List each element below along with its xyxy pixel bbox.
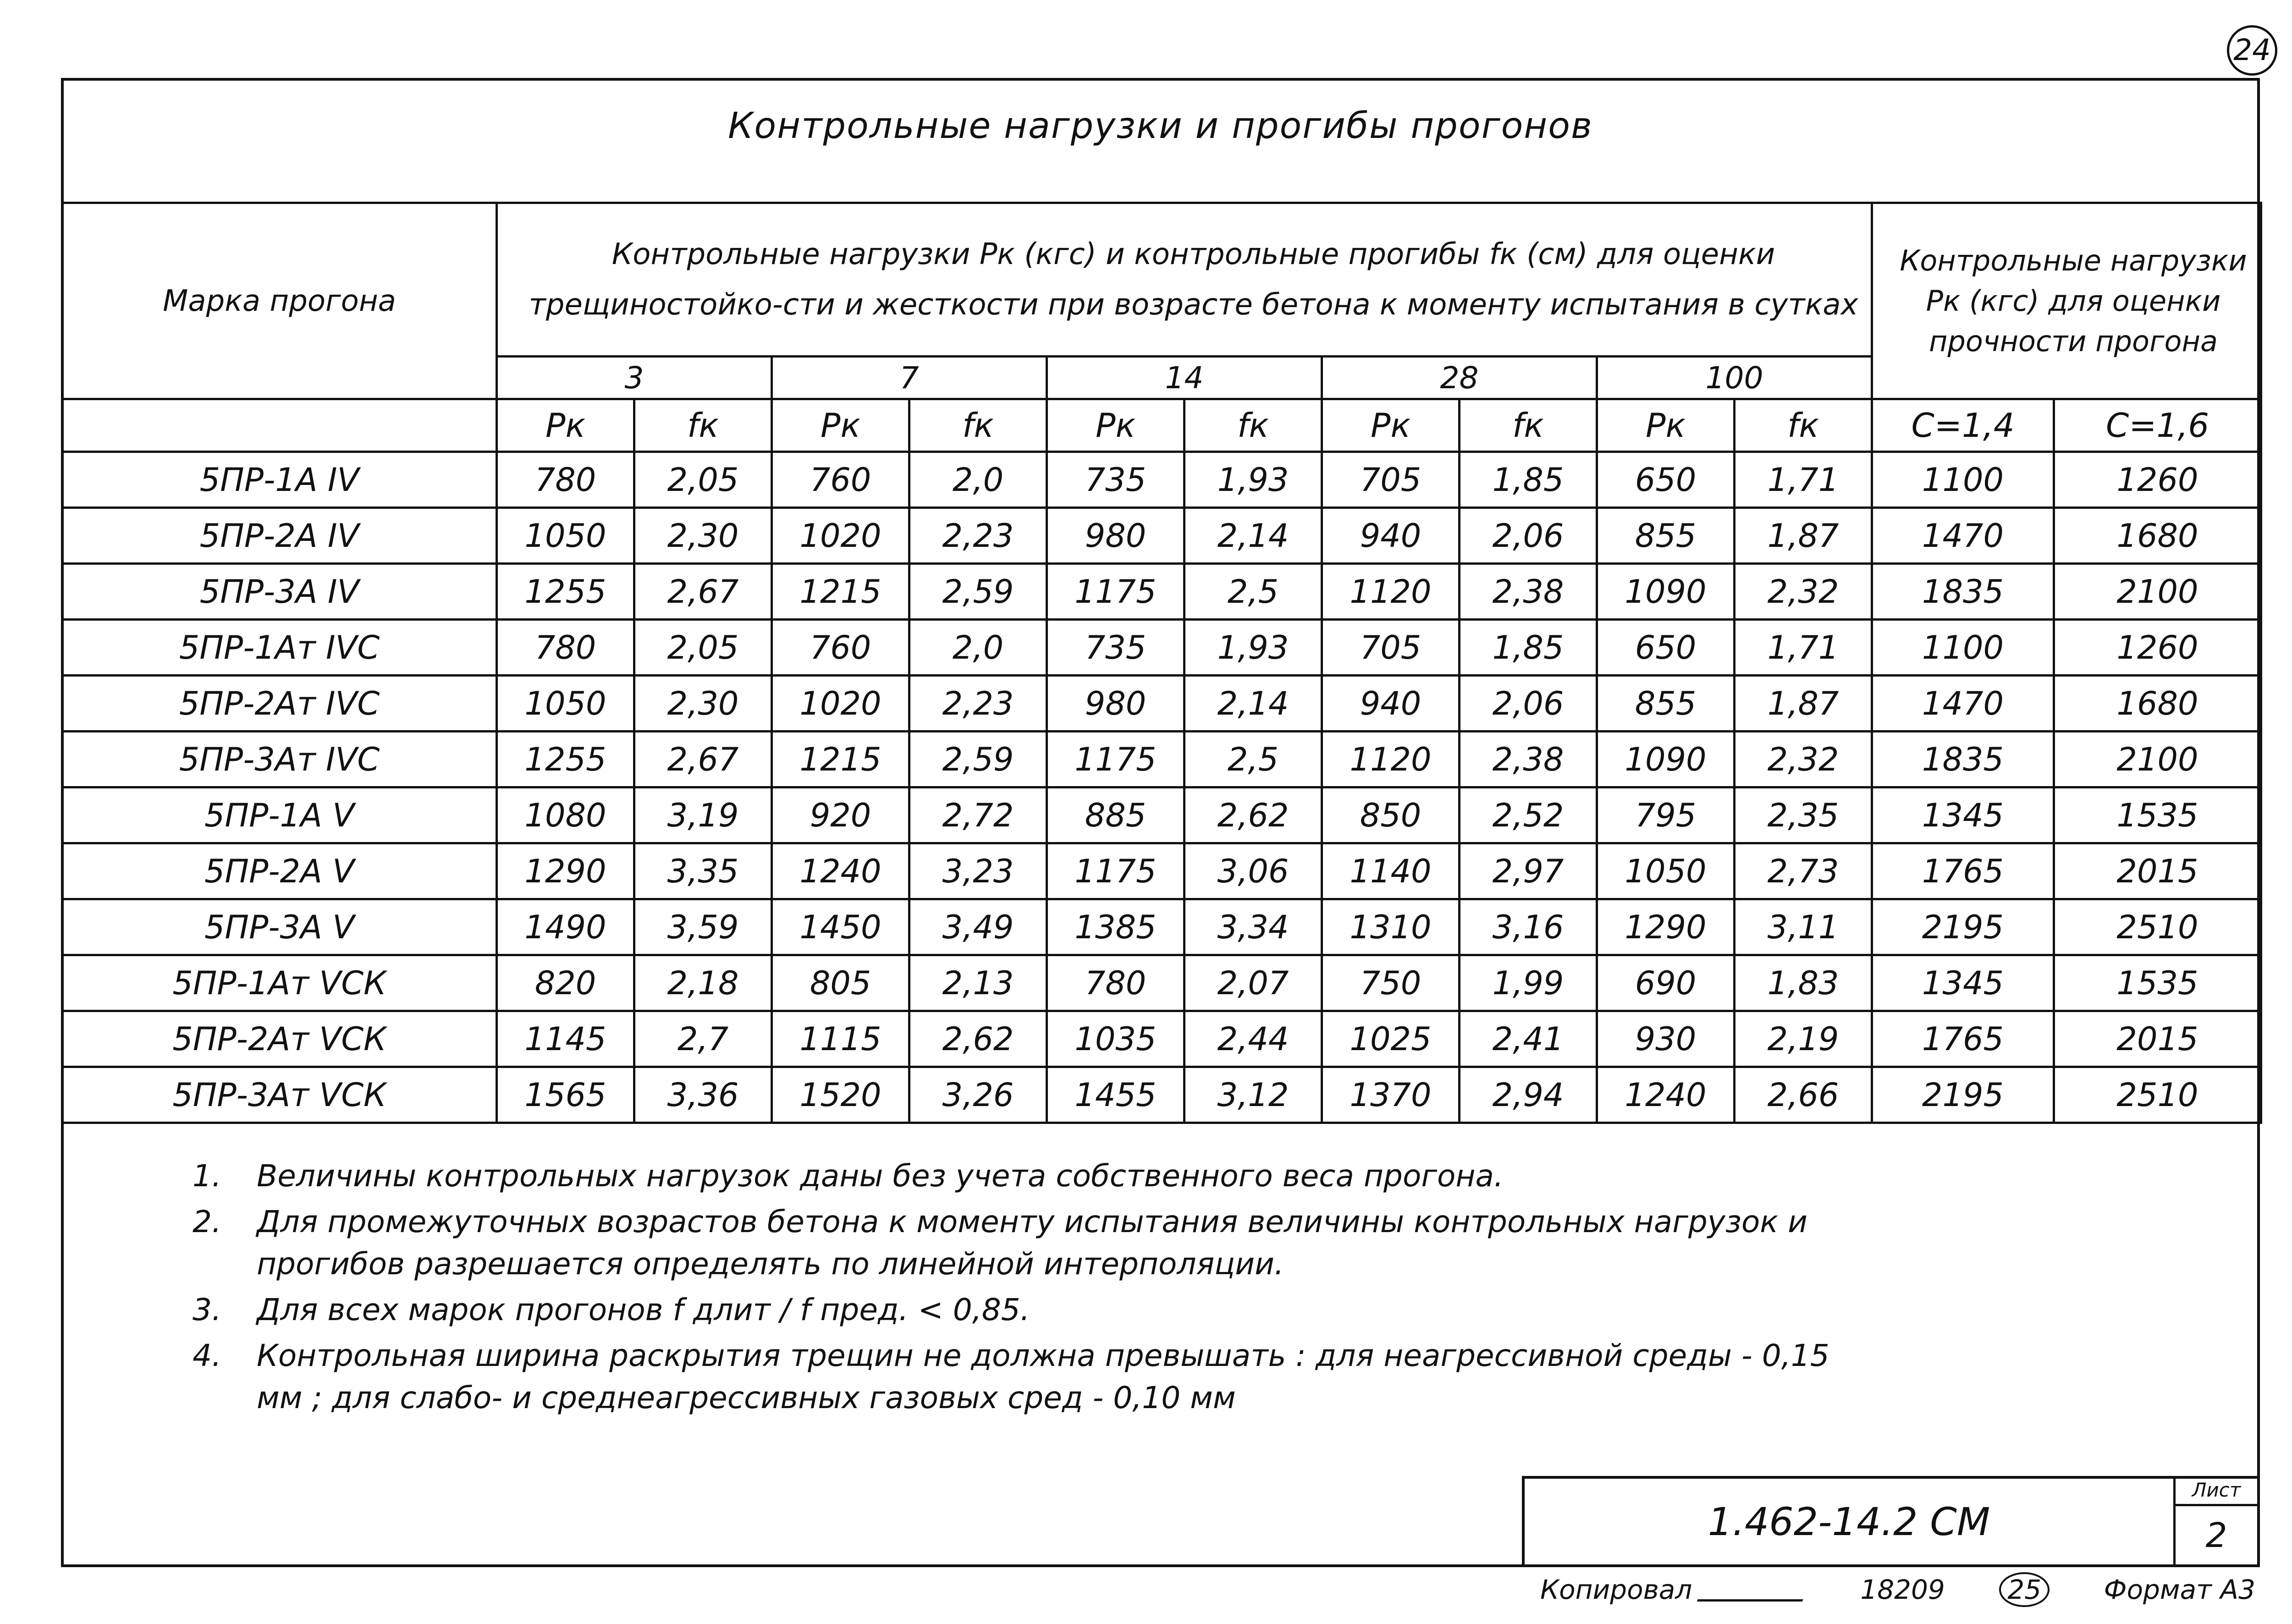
pk-cell: 1025 <box>1322 1011 1460 1067</box>
table-row <box>62 732 2261 787</box>
mark-cell: 5ПР-3Ат VСК <box>62 1067 497 1123</box>
pk-cell: 1255 <box>497 732 634 787</box>
fk-cell: 2,06 <box>1460 676 1597 732</box>
fk-cell: 3,26 <box>909 1067 1047 1123</box>
title-block <box>1522 1476 2260 1567</box>
fk-cell: 2,5 <box>1185 732 1322 787</box>
age-header: 14 <box>1047 357 1322 399</box>
fk-cell: 3,49 <box>909 899 1047 955</box>
fk-cell: 2,72 <box>909 787 1047 843</box>
note-item: 1. Величины контрольных нагрузок даны без учета собственного веса прогона. <box>193 1158 1504 1194</box>
fk-cell: 1,99 <box>1460 955 1597 1011</box>
strength-load-cell: 1470 <box>1872 508 2054 564</box>
format-label: Формат А3 <box>2104 1574 2255 1605</box>
strength-load-cell: 2510 <box>2054 1067 2261 1123</box>
pk-cell: 1115 <box>772 1011 909 1067</box>
loads-table <box>61 202 2262 1124</box>
table-row <box>62 564 2261 620</box>
strength-load-cell: 2195 <box>1872 899 2054 955</box>
notes <box>193 1155 1843 1423</box>
pk-cell: 795 <box>1597 787 1735 843</box>
pk-cell: 760 <box>772 620 909 676</box>
corner-sheet-number: 24 <box>2227 25 2277 76</box>
pk-cell: 705 <box>1322 620 1460 676</box>
fk-cell: 2,7 <box>634 1011 772 1067</box>
strength-load-cell: 1680 <box>2054 508 2261 564</box>
mark-cell: 5ПР-1А V <box>62 787 497 843</box>
age-header: 7 <box>772 357 1047 399</box>
fk-cell: 2,67 <box>634 732 772 787</box>
pk-cell: 980 <box>1047 676 1185 732</box>
fk-cell: 3,16 <box>1460 899 1597 955</box>
fk-header: fк <box>634 399 772 452</box>
table-row <box>62 1067 2261 1123</box>
pk-cell: 1370 <box>1322 1067 1460 1123</box>
table-row <box>62 955 2261 1011</box>
mark-cell: 5ПР-2А IV <box>62 508 497 564</box>
mark-cell: 5ПР-3А IV <box>62 564 497 620</box>
table-body <box>62 452 2261 1123</box>
fk-cell: 2,05 <box>634 620 772 676</box>
table-row <box>62 676 2261 732</box>
signature-mark <box>1697 1581 1810 1602</box>
pk-cell: 1490 <box>497 899 634 955</box>
fk-cell: 3,36 <box>634 1067 772 1123</box>
document-code: 1.462-14.2 СМ <box>1525 1479 2176 1564</box>
pk-cell: 885 <box>1047 787 1185 843</box>
pk-cell: 1140 <box>1322 843 1460 899</box>
fk-cell: 2,32 <box>1735 564 1872 620</box>
fk-cell: 2,59 <box>909 732 1047 787</box>
pk-header: Рк <box>772 399 909 452</box>
strength-load-cell: 1835 <box>1872 732 2054 787</box>
pk-cell: 1090 <box>1597 564 1735 620</box>
fk-cell: 1,87 <box>1735 508 1872 564</box>
pk-cell: 760 <box>772 452 909 508</box>
pk-cell: 1215 <box>772 564 909 620</box>
pk-cell: 1090 <box>1597 732 1735 787</box>
fk-cell: 2,07 <box>1185 955 1322 1011</box>
pk-cell: 1455 <box>1047 1067 1185 1123</box>
fk-header: fк <box>1735 399 1872 452</box>
strength-load-cell: 2100 <box>2054 732 2261 787</box>
strength-load-cell: 1345 <box>1872 955 2054 1011</box>
pk-cell: 1050 <box>497 676 634 732</box>
mark-column-header: Марка прогона <box>62 203 497 399</box>
table-row <box>62 787 2261 843</box>
c14-header: С=1,4 <box>1872 399 2054 452</box>
fk-cell: 3,35 <box>634 843 772 899</box>
order-number: 18209 <box>1860 1574 1945 1605</box>
note-text: Для промежуточных возрастов бетона к моменту испытания величины контрольных нагрузок и прогибов разрешается определять по линейной интерполяции. <box>257 1204 1808 1282</box>
table-row <box>62 620 2261 676</box>
table-row <box>62 843 2261 899</box>
fk-cell: 1,71 <box>1735 452 1872 508</box>
pk-cell: 855 <box>1597 508 1735 564</box>
pk-cell: 1120 <box>1322 732 1460 787</box>
strength-load-cell: 2015 <box>2054 1011 2261 1067</box>
pk-cell: 1120 <box>1322 564 1460 620</box>
fk-cell: 2,05 <box>634 452 772 508</box>
fk-cell: 3,12 <box>1185 1067 1322 1123</box>
table-row <box>62 508 2261 564</box>
pk-header: Рк <box>497 399 634 452</box>
fk-cell: 2,97 <box>1460 843 1597 899</box>
footer <box>1540 1572 2255 1607</box>
strength-loads-header: Контрольные нагрузки Рк (кгс) для оценки прочности прогона <box>1872 203 2261 399</box>
pk-cell: 1240 <box>772 843 909 899</box>
pk-cell: 980 <box>1047 508 1185 564</box>
fk-cell: 2,30 <box>634 508 772 564</box>
fk-cell: 2,19 <box>1735 1011 1872 1067</box>
mark-cell: 5ПР-1А IV <box>62 452 497 508</box>
strength-load-cell: 1345 <box>1872 787 2054 843</box>
note-item: 3. Для всех марок прогонов f длит / f пред. < 0,85. <box>193 1292 1030 1327</box>
mark-cell: 5ПР-2Ат IVС <box>62 676 497 732</box>
mark-cell: 5ПР-2Ат VСК <box>62 1011 497 1067</box>
pk-cell: 780 <box>1047 955 1185 1011</box>
strength-load-cell: 1535 <box>2054 787 2261 843</box>
fk-cell: 2,06 <box>1460 508 1597 564</box>
c16-header: С=1,6 <box>2054 399 2261 452</box>
pk-cell: 780 <box>497 620 634 676</box>
mark-cell: 5ПР-2А V <box>62 843 497 899</box>
age-header: 100 <box>1597 357 1872 399</box>
strength-load-cell: 1100 <box>1872 452 2054 508</box>
strength-load-cell: 1765 <box>1872 1011 2054 1067</box>
fk-cell: 2,18 <box>634 955 772 1011</box>
strength-load-cell: 1835 <box>1872 564 2054 620</box>
pk-cell: 1240 <box>1597 1067 1735 1123</box>
mark-cell: 5ПР-1Ат VСК <box>62 955 497 1011</box>
pk-cell: 650 <box>1597 452 1735 508</box>
fk-header: fк <box>1185 399 1322 452</box>
pk-cell: 1035 <box>1047 1011 1185 1067</box>
circled-number: 25 <box>1999 1572 2050 1607</box>
note-item: 2. Для промежуточных возрастов бетона к моменту испытания величины контрольных нагрузок и прогибов разрешается определять по линейной интерполяции. <box>193 1204 1808 1282</box>
pk-cell: 1385 <box>1047 899 1185 955</box>
strength-load-cell: 1680 <box>2054 676 2261 732</box>
note-text: Величины контрольных нагрузок даны без учета собственного веса прогона. <box>257 1158 1504 1194</box>
pk-cell: 1145 <box>497 1011 634 1067</box>
fk-cell: 3,06 <box>1185 843 1322 899</box>
pk-cell: 1050 <box>497 508 634 564</box>
fk-cell: 2,32 <box>1735 732 1872 787</box>
fk-cell: 2,5 <box>1185 564 1322 620</box>
crack-stiffness-header: Контрольные нагрузки Рк (кгс) и контрольные прогибы fк (см) для оценки трещиностойко-сти и жесткости при возрасте бетона к моменту испытания в сутках <box>497 203 1872 357</box>
age-header: 28 <box>1322 357 1597 399</box>
pk-cell: 855 <box>1597 676 1735 732</box>
pk-cell: 750 <box>1322 955 1460 1011</box>
fk-cell: 2,23 <box>909 508 1047 564</box>
fk-cell: 2,23 <box>909 676 1047 732</box>
fk-cell: 3,11 <box>1735 899 1872 955</box>
fk-header: fк <box>909 399 1047 452</box>
strength-load-cell: 1100 <box>1872 620 2054 676</box>
pk-cell: 1020 <box>772 676 909 732</box>
fk-cell: 2,62 <box>1185 787 1322 843</box>
mark-cell: 5ПР-1Ат IVС <box>62 620 497 676</box>
fk-cell: 2,30 <box>634 676 772 732</box>
strength-load-cell: 1765 <box>1872 843 2054 899</box>
pk-cell: 1175 <box>1047 732 1185 787</box>
pk-cell: 1450 <box>772 899 909 955</box>
strength-load-cell: 1470 <box>1872 676 2054 732</box>
mark-cell: 5ПР-3Ат IVС <box>62 732 497 787</box>
table-row <box>62 899 2261 955</box>
fk-cell: 1,83 <box>1735 955 1872 1011</box>
pk-cell: 920 <box>772 787 909 843</box>
pk-cell: 1565 <box>497 1067 634 1123</box>
fk-cell: 1,71 <box>1735 620 1872 676</box>
fk-cell: 2,14 <box>1185 676 1322 732</box>
pk-header: Рк <box>1322 399 1460 452</box>
pk-cell: 1020 <box>772 508 909 564</box>
fk-cell: 2,52 <box>1460 787 1597 843</box>
pk-cell: 705 <box>1322 452 1460 508</box>
note-text: Контрольная ширина раскрытия трещин не должна превышать : для неагрессивной среды - 0,15 мм ; для слабо- и среднеагрессивных газовых сред - 0,10 мм <box>257 1338 1829 1415</box>
age-header: 3 <box>497 357 772 399</box>
note-text: Для всех марок прогонов f длит / f пред. < 0,85. <box>257 1292 1030 1327</box>
pk-cell: 940 <box>1322 508 1460 564</box>
fk-cell: 2,44 <box>1185 1011 1322 1067</box>
fk-header: fк <box>1460 399 1597 452</box>
fk-cell: 2,62 <box>909 1011 1047 1067</box>
fk-cell: 2,14 <box>1185 508 1322 564</box>
pk-cell: 650 <box>1597 620 1735 676</box>
copied-by: Копировал <box>1540 1574 1806 1605</box>
mark-subheader-empty <box>62 399 497 452</box>
strength-load-cell: 1260 <box>2054 452 2261 508</box>
pk-cell: 930 <box>1597 1011 1735 1067</box>
strength-load-cell: 1260 <box>2054 620 2261 676</box>
pk-cell: 850 <box>1322 787 1460 843</box>
fk-cell: 2,94 <box>1460 1067 1597 1123</box>
strength-load-cell: 2195 <box>1872 1067 2054 1123</box>
pk-cell: 1175 <box>1047 843 1185 899</box>
table-row <box>62 1011 2261 1067</box>
fk-cell: 2,73 <box>1735 843 1872 899</box>
fk-cell: 1,85 <box>1460 452 1597 508</box>
pk-cell: 1080 <box>497 787 634 843</box>
fk-cell: 3,19 <box>634 787 772 843</box>
pk-cell: 735 <box>1047 452 1185 508</box>
note-item: 4. Контрольная ширина раскрытия трещин не должна превышать : для неагрессивной среды - 0,15 мм ; для слабо- и среднеагрессивных газовых сред - 0,10 мм <box>193 1338 1829 1415</box>
pk-cell: 1310 <box>1322 899 1460 955</box>
fk-cell: 2,0 <box>909 452 1047 508</box>
pk-cell: 805 <box>772 955 909 1011</box>
fk-cell: 3,59 <box>634 899 772 955</box>
fk-cell: 1,93 <box>1185 620 1322 676</box>
fk-cell: 2,67 <box>634 564 772 620</box>
pk-cell: 1255 <box>497 564 634 620</box>
pk-cell: 1290 <box>1597 899 1735 955</box>
fk-cell: 1,93 <box>1185 452 1322 508</box>
fk-cell: 1,85 <box>1460 620 1597 676</box>
fk-cell: 2,35 <box>1735 787 1872 843</box>
pk-cell: 735 <box>1047 620 1185 676</box>
pk-cell: 1050 <box>1597 843 1735 899</box>
fk-cell: 2,59 <box>909 564 1047 620</box>
fk-cell: 2,38 <box>1460 732 1597 787</box>
fk-cell: 2,38 <box>1460 564 1597 620</box>
strength-load-cell: 2510 <box>2054 899 2261 955</box>
fk-cell: 1,87 <box>1735 676 1872 732</box>
page-title: Контрольные нагрузки и прогибы прогонов <box>728 105 1593 147</box>
strength-load-cell: 2015 <box>2054 843 2261 899</box>
mark-cell: 5ПР-3А V <box>62 899 497 955</box>
pk-cell: 1290 <box>497 843 634 899</box>
pk-header: Рк <box>1597 399 1735 452</box>
fk-cell: 3,23 <box>909 843 1047 899</box>
sheet-label: Лист <box>2176 1479 2257 1506</box>
sheet-number: 2 <box>2205 1515 2227 1555</box>
pk-cell: 940 <box>1322 676 1460 732</box>
fk-cell: 2,41 <box>1460 1011 1597 1067</box>
pk-cell: 1175 <box>1047 564 1185 620</box>
pk-cell: 1520 <box>772 1067 909 1123</box>
fk-cell: 2,13 <box>909 955 1047 1011</box>
pk-cell: 780 <box>497 452 634 508</box>
pk-header: Рк <box>1047 399 1185 452</box>
pk-cell: 1215 <box>772 732 909 787</box>
pk-cell: 690 <box>1597 955 1735 1011</box>
table-row <box>62 452 2261 508</box>
strength-load-cell: 2100 <box>2054 564 2261 620</box>
pk-cell: 820 <box>497 955 634 1011</box>
fk-cell: 2,66 <box>1735 1067 1872 1123</box>
fk-cell: 2,0 <box>909 620 1047 676</box>
strength-load-cell: 1535 <box>2054 955 2261 1011</box>
fk-cell: 3,34 <box>1185 899 1322 955</box>
